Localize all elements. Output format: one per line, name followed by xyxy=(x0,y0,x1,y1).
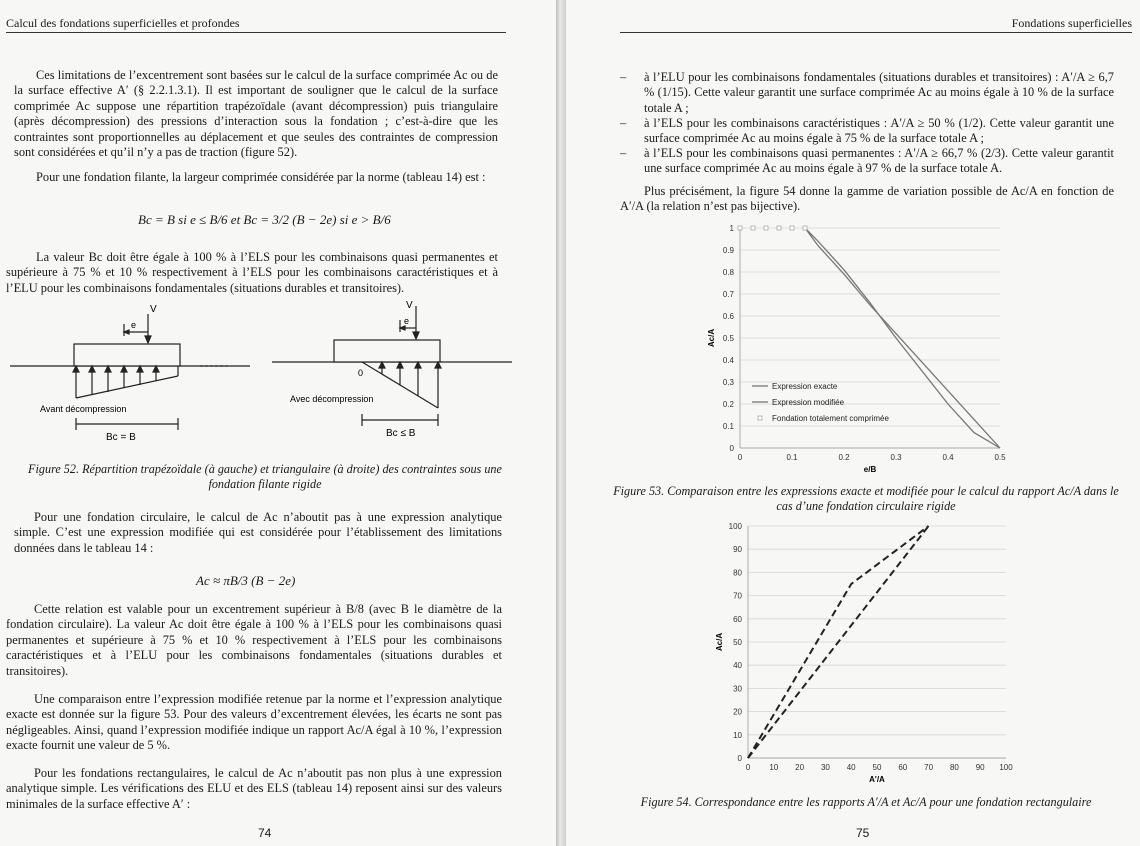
data-point-marker xyxy=(751,226,755,230)
x-tick-label: 0.2 xyxy=(838,453,850,462)
paragraph-bc-value: La valeur Bc doit être égale à 100 % à l’ELS pour les combinaisons quasi permanentes et supérieure à 75 % et 10 % respectivement à l’ELS pour les combinaisons caractéristiques et à l’ELU pour les combinaisons fondamentales (situations durables et transitoires). xyxy=(6,250,498,295)
data-point-marker xyxy=(738,226,742,230)
data-point-marker xyxy=(803,226,807,230)
x-tick-label: 40 xyxy=(846,763,856,772)
y-tick-label: 100 xyxy=(728,522,742,531)
bullet-els-quasi-permanent-text: à l’ELS pour les combinaisons quasi permanentes : A′/A ≥ 66,7 % (2/3). Cette valeur garantit une surface comprimée Ac au moins égale à 97 % de la surface totale A. xyxy=(644,146,1114,176)
fig52-left-label: Avant décompression xyxy=(40,404,127,414)
bullet-elu-text: à l’ELU pour les combinaisons fondamentales (situations durables et transitoires) : A′/A ≥ 6,7 % (1/15). Cette valeur garantit une surface comprimée Ac au moins égale à 10 % de la surface totale A ; xyxy=(644,70,1114,115)
figure-53-chart xyxy=(700,218,1010,480)
y-tick-label: 90 xyxy=(733,545,742,555)
y-tick-label: 60 xyxy=(733,614,742,624)
x-tick-label: 0 xyxy=(745,763,751,772)
fig52-left-width: Bc = B xyxy=(106,432,136,443)
figure-52-stress-distribution xyxy=(0,296,556,446)
book-gutter xyxy=(556,0,566,846)
legend-label: Fondation totalement comprimée xyxy=(772,414,889,423)
fig52-right-ecc: e xyxy=(404,316,410,326)
x-tick-label: 0.3 xyxy=(890,453,902,462)
y-tick-label: 30 xyxy=(733,684,742,694)
left-page xyxy=(0,0,556,846)
y-tick-label: 20 xyxy=(733,707,742,717)
running-head-left: Calcul des fondations superficielles et profondes xyxy=(6,16,240,30)
y-tick-label: 0.3 xyxy=(722,378,734,387)
x-tick-label: 0 xyxy=(737,453,743,462)
bullet-elu xyxy=(620,70,1114,116)
paragraph-strip-footing: Pour une fondation filante, la largeur comprimée considérée par la norme (tableau 14) est : xyxy=(36,170,486,184)
y-tick-label: 80 xyxy=(733,568,742,578)
bullet-dash: – xyxy=(620,116,627,130)
paragraph-relation-validity: Cette relation est valable pour un excentrement supérieur à B/8 (avec B le diamètre de la fondation circulaire). La valeur Ac doit être égale à 100 % à l’ELS pour les combinaisons quasi permanentes et supérieure à 75 % et 10 % respectivement à l’ELS pour les combinaisons caractéristiques et à l’ELU pour les combinaisons fondamentales (situations durables et transitoires). xyxy=(6,602,502,678)
page-number-left: 74 xyxy=(258,826,272,840)
running-head-right: Fondations superficielles xyxy=(1011,16,1132,30)
y-axis-label: Ac/A xyxy=(715,632,724,652)
fig52-right-label: Avec décompression xyxy=(290,394,374,404)
data-point-marker xyxy=(764,226,768,230)
x-tick-label: 60 xyxy=(898,763,908,772)
paragraph-eccentricity-limits: Ces limitations de l’excentrement sont basées sur le calcul de la surface comprimée Ac ou de la surface effective A′ (§ 2.2.1.3.1). Il est important de souligner que le calcul de la surface comprimée Ac suppose une répartition trapézoïdale (avant décompression) puis triangulaire (après décompression) des pressions d’interaction sous la fondation ; c’est-à-dire que les contraintes sont proportionnelles au déplacement et que seules des contraintes de compression sont considérées et qu’il n’y a pas de traction (figure 52). xyxy=(14,68,498,160)
data-point-marker xyxy=(777,226,781,230)
data-point-marker xyxy=(790,226,794,230)
x-tick-label: 70 xyxy=(924,763,934,772)
y-tick-label: 40 xyxy=(733,661,742,671)
x-tick-label: 50 xyxy=(872,763,882,772)
formula-compressed-width: Bc = B si e ≤ B/6 et Bc = 3/2 (B − 2e) si e > B/6 xyxy=(138,212,391,227)
bullet-els-characteristic xyxy=(620,116,1114,147)
y-tick-label: 0.9 xyxy=(722,246,734,255)
caption-figure-54: Figure 54. Correspondance entre les rapports A′/A et Ac/A pour une fondation rectangulaire xyxy=(640,795,1092,809)
figure-54-chart xyxy=(706,518,1016,790)
x-axis-label: A'/A xyxy=(869,775,885,784)
bullet-els-quasi-permanent xyxy=(620,146,1114,177)
caption-figure-53: Figure 53. Comparaison entre les expressions exacte et modifiée pour le calcul du rapport Ac/A dans le cas d’une fondation circulaire rigide xyxy=(613,484,1119,513)
bullet-dash: – xyxy=(620,146,627,160)
bullet-els-characteristic-text: à l’ELS pour les combinaisons caractéristiques : A′/A ≥ 50 % (1/2). Cette valeur garantit une surface comprimée Ac au moins égale à 75 % de la surface totale A ; xyxy=(644,116,1114,146)
x-tick-label: 30 xyxy=(820,763,830,772)
x-tick-label: 80 xyxy=(949,763,959,772)
fig52-left-load: V xyxy=(150,304,157,315)
paragraph-figure-54-intro: Plus précisément, la figure 54 donne la gamme de variation possible de Ac/A en fonction de A′/A (la relation n’est pas bijective). xyxy=(620,184,1114,214)
y-tick-label: 0.2 xyxy=(722,400,734,409)
legend-label: Expression modifiée xyxy=(772,398,845,407)
right-page xyxy=(566,0,1140,846)
x-tick-label: 90 xyxy=(975,763,985,772)
paragraph-circular-footing: Pour une fondation circulaire, le calcul de Ac n’aboutit pas à une expression analytique simple. C’est une expression modifiée qui est considérée pour l’établissement des limitations données dans le tableau 14 : xyxy=(14,510,502,555)
x-tick-label: 0.1 xyxy=(786,453,798,462)
y-tick-label: 0.1 xyxy=(722,422,734,431)
paragraph-rectangular-footing: Pour les fondations rectangulaires, le calcul de Ac n’aboutit pas non plus à une expression analytique simple. Les vérifications des ELU et des ELS (tableau 14) reposent ainsi sur des valeurs minimales de la surface effective A′ : xyxy=(6,766,502,811)
y-tick-label: 0.4 xyxy=(722,356,734,365)
x-tick-label: 0.4 xyxy=(942,453,954,462)
y-tick-label: 50 xyxy=(733,638,742,647)
fig52-right-load: V xyxy=(406,300,413,311)
legend-marker xyxy=(758,416,762,420)
formula-circular-ac: Ac ≈ πB/3 (B − 2e) xyxy=(196,573,296,588)
y-tick-label: 0.6 xyxy=(722,312,734,321)
fig52-right-zero: 0 xyxy=(358,368,364,378)
x-axis-label: e/B xyxy=(863,465,877,474)
fig52-right-width: Bc ≤ B xyxy=(386,428,416,439)
y-tick-label: 70 xyxy=(733,591,742,601)
y-axis-label: Ac/A xyxy=(707,328,716,348)
paragraph-comparison: Une comparaison entre l’expression modifiée retenue par la norme et l’expression analytique exacte est donnée sur la figure 53. Pour des valeurs d’excentrement élevées, les écarts ne sont pas négligeables. Ainsi, quand l’expression modifiée indique un rapport Ac/A égal à 10 %, l’expression exacte fournit une valeur de 5 %. xyxy=(6,692,502,753)
y-tick-label: 1 xyxy=(729,224,734,233)
legend-label: Expression exacte xyxy=(772,382,838,391)
y-tick-label: 10 xyxy=(733,730,742,740)
fig52-left-ecc: e xyxy=(131,320,137,330)
y-tick-label: 0.7 xyxy=(722,290,734,299)
y-tick-label: 0.5 xyxy=(722,334,734,343)
bullet-dash: – xyxy=(620,70,627,84)
caption-figure-52: Figure 52. Répartition trapézoïdale (à gauche) et triangulaire (à droite) des contraintes sous une fondation filante rigide xyxy=(28,462,502,491)
x-tick-label: 10 xyxy=(769,763,779,772)
x-tick-label: 100 xyxy=(999,763,1013,772)
y-tick-label: 0 xyxy=(737,754,742,763)
page-number-right: 75 xyxy=(856,826,870,840)
y-tick-label: 0.8 xyxy=(722,268,734,277)
header-rule xyxy=(6,32,506,33)
header-rule xyxy=(620,32,1132,33)
x-tick-label: 0.5 xyxy=(994,453,1006,462)
x-tick-label: 20 xyxy=(795,763,805,772)
y-tick-label: 0 xyxy=(729,444,734,453)
